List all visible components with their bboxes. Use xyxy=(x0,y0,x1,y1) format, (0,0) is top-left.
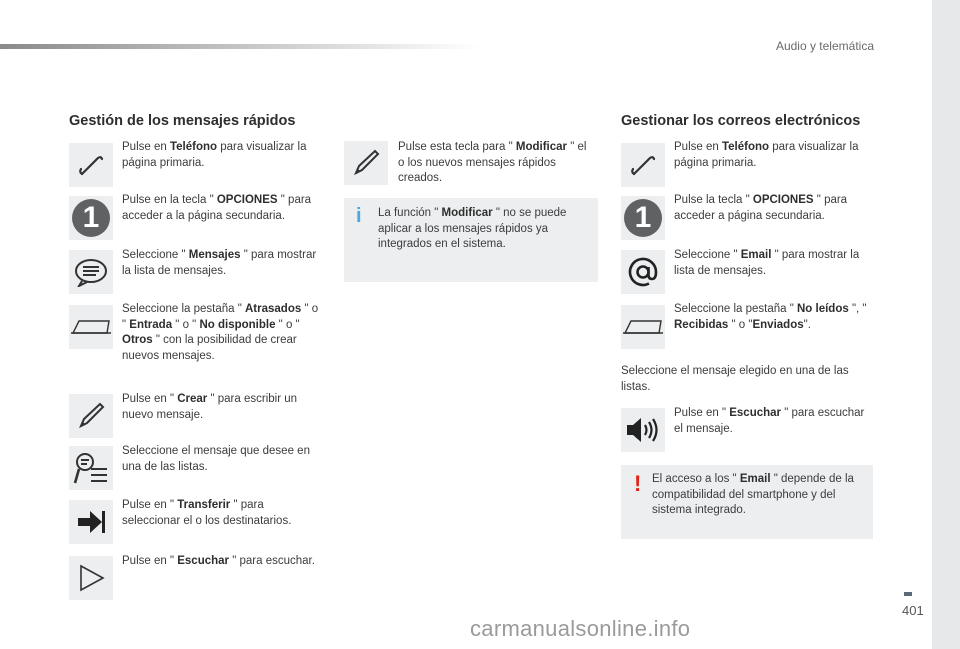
text-run: " para seleccionar el o los destinatarios. xyxy=(122,499,292,527)
text-run: ". xyxy=(803,318,811,331)
text-run: Pulse en " xyxy=(122,555,178,567)
emphasis-term: Email xyxy=(740,249,772,261)
step-text xyxy=(122,444,322,475)
emphasis-term: Crear xyxy=(177,393,208,405)
emphasis-term: No disponible xyxy=(199,318,276,331)
emphasis-term: Escuchar xyxy=(729,407,782,419)
text-run: " para escuchar el mensaje. xyxy=(674,407,865,435)
play-icon xyxy=(69,556,113,600)
text-run: Pulse en " xyxy=(122,393,178,405)
phone-icon xyxy=(621,143,665,187)
select-list-icon xyxy=(69,446,113,490)
text-run: " con la posibilidad de crear nuevos mensajes. xyxy=(122,334,297,362)
step-text xyxy=(122,554,322,570)
emphasis-term: OPCIONES xyxy=(216,194,278,206)
text-run: " o " xyxy=(122,303,319,331)
right-section-title: Gestionar los correos electrónicos xyxy=(621,113,861,129)
text-run: Pulse la tecla " xyxy=(674,194,753,206)
emphasis-term: Entrada xyxy=(129,318,173,331)
number-1-badge xyxy=(69,196,113,240)
number-1-badge xyxy=(621,196,665,240)
at-icon xyxy=(621,250,665,294)
step-text xyxy=(122,498,322,529)
transfer-icon xyxy=(69,500,113,544)
emphasis-term: Email xyxy=(739,473,771,485)
badge-number: 1 xyxy=(72,199,110,237)
emphasis-term: Recibidas xyxy=(674,318,729,331)
page-number: 401 xyxy=(902,603,924,618)
text-run: " para mostrar la lista de mensajes. xyxy=(674,249,860,277)
tab-icon xyxy=(621,305,665,349)
text-run: La función " xyxy=(378,207,442,219)
text-run: " o " xyxy=(275,318,300,331)
text-run: " o " xyxy=(728,318,753,331)
phone-icon xyxy=(69,143,113,187)
plain-instruction: Seleccione el mensaje elegido en una de las listas. xyxy=(621,365,849,393)
tab-icon xyxy=(69,305,113,349)
emphasis-term: Mensajes xyxy=(188,249,241,261)
pencil-icon xyxy=(344,141,388,185)
text-run: " o " xyxy=(172,318,200,331)
text-run: El acceso a los " xyxy=(652,473,740,485)
emphasis-term: OPCIONES xyxy=(752,194,814,206)
messages-icon xyxy=(69,250,113,294)
emphasis-term: Modificar xyxy=(441,207,493,219)
step-text xyxy=(674,193,874,224)
text-run: " para acceder a la página secundaria. xyxy=(122,194,312,222)
step-text xyxy=(674,406,874,437)
step-text xyxy=(674,140,874,171)
text-run: " para acceder a página secundaria. xyxy=(674,194,848,222)
text-run: Pulse en la tecla " xyxy=(122,194,217,206)
watermark: carmanualsonline.info xyxy=(470,616,691,641)
text-run: " no se puede aplicar a los mensajes rápidos ya integrados en el sistema. xyxy=(378,207,567,250)
text-run: Seleccione la pestaña " xyxy=(674,303,797,315)
text-run: Seleccione el mensaje que desee en una de las listas. xyxy=(122,445,310,473)
pencil-icon xyxy=(69,394,113,438)
section-title: Audio y telemática xyxy=(775,39,874,53)
text-run: ", " xyxy=(848,303,867,315)
badge-number: 1 xyxy=(624,199,662,237)
step-text xyxy=(674,248,874,279)
left-section-title: Gestión de los mensajes rápidos xyxy=(69,113,296,129)
speaker-icon xyxy=(621,408,665,452)
text-run: Pulse en " xyxy=(674,407,730,419)
emphasis-term: Enviados xyxy=(752,318,804,331)
page-edge-tab xyxy=(932,0,960,649)
header-decoration-bar xyxy=(0,44,480,49)
text-run: " para escribir un nuevo mensaje. xyxy=(122,393,298,421)
text-run: Pulse esta tecla para " xyxy=(398,141,516,153)
text-run: " para mostrar la lista de mensajes. xyxy=(122,249,317,277)
info-text xyxy=(378,206,578,253)
step-text xyxy=(122,248,322,279)
emphasis-term: Modificar xyxy=(515,141,567,153)
text-run: Seleccione la pestaña " xyxy=(122,303,245,315)
warning-icon: ! xyxy=(634,471,642,496)
emphasis-term: Otros xyxy=(122,334,153,346)
step-text xyxy=(674,302,874,333)
step-text xyxy=(398,140,588,187)
emphasis-term: No leídos xyxy=(797,303,849,315)
step-text xyxy=(122,392,322,423)
emphasis-term: Teléfono xyxy=(169,141,218,153)
warning-text xyxy=(652,472,862,519)
emphasis-term: Transferir xyxy=(177,499,231,511)
emphasis-term: Atrasados xyxy=(245,303,302,315)
text-run: Pulse en xyxy=(674,141,722,153)
text-run: Pulse en " xyxy=(122,499,178,511)
text-run: para visualizar la página primaria. xyxy=(122,141,307,169)
step-text xyxy=(122,302,322,364)
emphasis-term: Escuchar xyxy=(177,555,230,567)
step-text xyxy=(122,193,322,224)
emphasis-term: Teléfono xyxy=(721,141,770,153)
step-text xyxy=(122,140,322,171)
text-run: para visualizar la página primaria. xyxy=(674,141,859,169)
text-run: " para escuchar. xyxy=(229,555,315,567)
text-run: " el o los nuevos mensajes rápidos creados. xyxy=(398,141,587,184)
info-icon: i xyxy=(356,205,362,227)
text-run: Pulse en xyxy=(122,141,170,153)
text-run: Seleccione " xyxy=(674,249,741,261)
text-run: " depende de la compatibilidad del smartphone y del sistema integrado. xyxy=(652,473,854,516)
text-run: Seleccione " xyxy=(122,249,189,261)
page-marker xyxy=(904,592,912,596)
